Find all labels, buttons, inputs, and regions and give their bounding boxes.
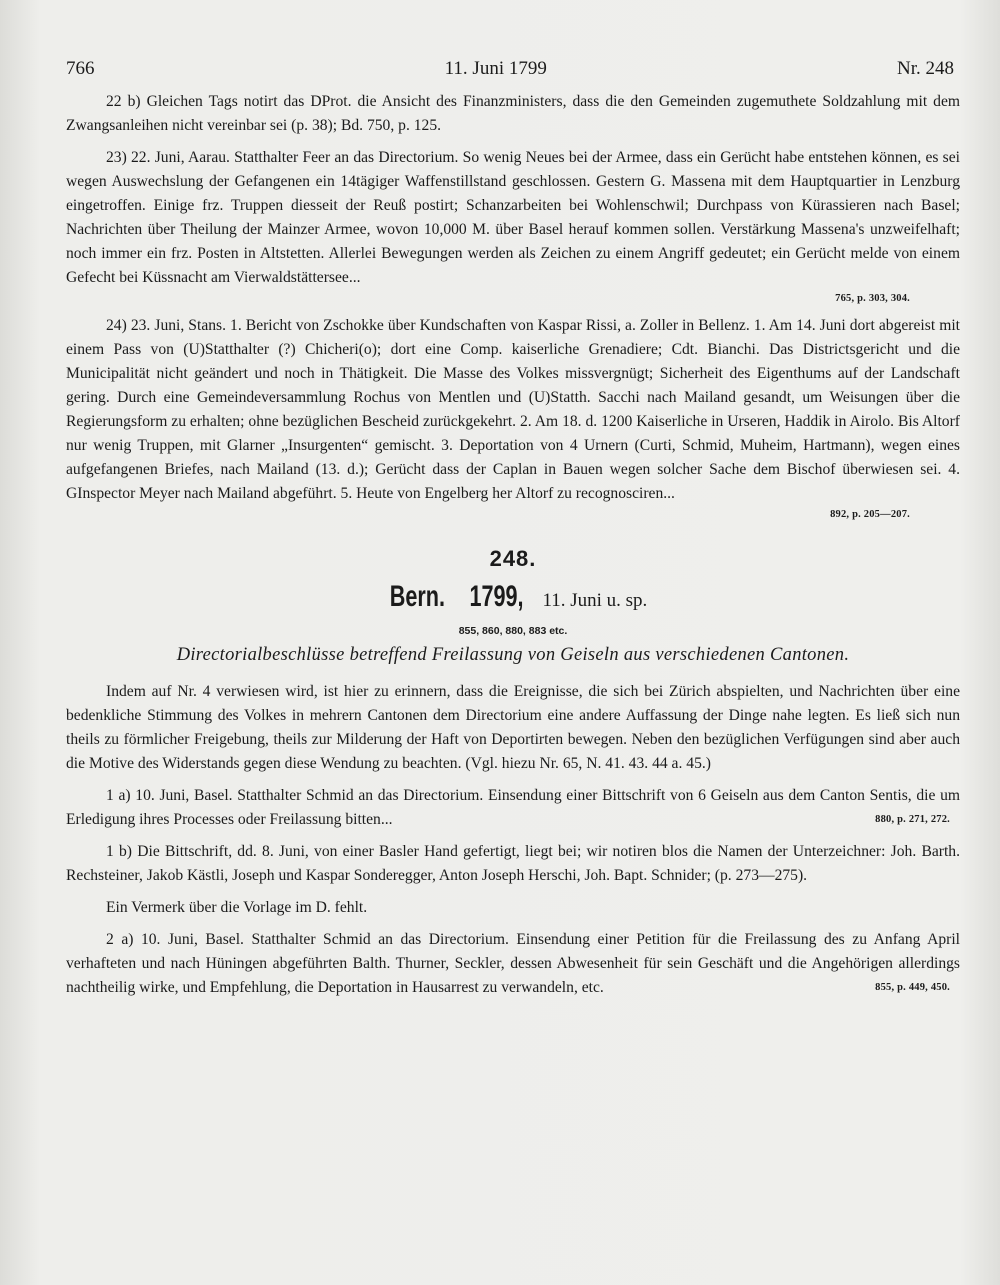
paragraph-23: 23) 22. Juni, Aarau. Statthalter Feer an das Directorium. So wenig Neues bei der Armee, dass ein Gerücht habe entstehen können, es sei wegen Auswechslung der Gefangenen ein 14tägiger Waffenstillstand geschlossen. Gestern G. Massena mit dem Hauptquartier in Lenzburg eingetroffen. Einige frz. Truppen diesseit der Reuß postirt; Schanzarbeiten bei Wohlenschwil; Durchpass von Kürassieren nach Basel; Nachrichten über Theilung der Mainzer Armee, wovon 10,000 M. über Basel herauf kommen sollen. Verstärkung Massena's unzweifelhaft; noch immer ein frz. Posten in Altstetten. Allerlei Bewegungen werden als Zeichen zu einem Angriff gedeutet; ein Gerücht melde von einem Gefecht bei Küssnacht am Vierwaldstättersee... bbox=[66, 149, 960, 286]
intro-paragraph: Indem auf Nr. 4 verwiesen wird, ist hier zu erinnern, dass die Ereignisse, die sich bei Zürich abspielten, und Nachrichten über eine bedenkliche Stimmung des Volkes in mehrern Cantonen dem Directorium eine andere Auffassung der Dinge nahe legten. Es ließ sich nun theils zu förmlicher Freigebung, theils zur Milderung der Haft von Deportirten bewegen. Neben den bezüglichen Verfügungen sind aber auch die Motive des Widerstands gegen diese Wendung zu beachten. (Vgl. hiezu Nr. 65, N. 41. 43. 44 a. 45.) bbox=[66, 683, 960, 772]
running-head bbox=[66, 58, 960, 80]
paragraph-2a bbox=[66, 928, 960, 1000]
paragraph-1a bbox=[66, 784, 960, 832]
heading-refs: 855, 860, 880, 883 etc. bbox=[458, 625, 568, 637]
running-doc-number: Nr. 248 bbox=[897, 58, 954, 79]
document-number: 248. bbox=[489, 546, 537, 571]
paragraph-24: 24) 23. Juni, Stans. 1. Bericht von Zschokke über Kundschaften von Kaspar Rissi, a. Zoller in Bellenz. 1. Am 14. Juni dort abgereist mit einem Pass von (U)Statthalter (?) Chicheri(o); dort eine Comp. kaiserliche Grenadiere; Cdt. Bianchi. Das Districtsgericht und die Municipalität nicht geändert und noch in Thätigkeit. Die Masse des Volkes missvergnügt; Sicherheit des Eigenthums auf der Landschaft gering. Durch eine Gemeindeversammlung Rochus von Mentlen und (U)Statth. Sacchi nach Mailand gesandt, um Weisungen über die Regierungsform zu erhalten; ohne bezüglichen Bescheid zurückgekehrt. 2. Am 18. d. 1200 Kaiserliche in Urseren, Haddik in Airolo. Bis Altorf nur wenig Truppen, mit Glarner „Insurgenten“ gemischt. 3. Deportation von 4 Urnern (Curti, Schmid, Muheim, Hartmann), wegen eines aufgefangenen Briefes, nach Mailand (13. d.); Gerücht dass der Caplan in Bauen wegen solcher Sache dem Bischof überwiesen sei. 4. GInspector Meyer nach Mailand abgeführt. 5. Heute von Engelberg her Altorf zu recognosciren... bbox=[66, 317, 960, 502]
source-ref-2a: 855, p. 449, 450. bbox=[875, 982, 950, 993]
paragraph-22b: 22 b) Gleichen Tags notirt das DProt. die Ansicht des Finanzministers, dass die den Gemeinden zugemuthete Soldzahlung mit dem Zwangsanleihen nicht vereinbar sei (p. 38); Bd. 750, p. 125. bbox=[66, 93, 960, 134]
page-number: 766 bbox=[66, 58, 95, 79]
source-ref-1a: 880, p. 271, 272. bbox=[875, 814, 950, 825]
document-heading bbox=[66, 578, 960, 621]
paragraph-2a-text: 2 a) 10. Juni, Basel. Statthalter Schmid an das Directorium. Einsendung einer Petition für die Freilassung des zu Anfang April verhafteten und nach Hüningen abgeführten Balth. Thurner, Seckler, dessen Abwesenheit für sein Geschäft und die Angehörigen allerdings nachtheilig wirke, und Empfehlung, die Deportation in Hausarrest zu verwandeln, etc. bbox=[66, 931, 960, 996]
heading-place: Bern. bbox=[389, 580, 445, 613]
heading-date: 11. Juni u. sp. bbox=[542, 590, 648, 611]
running-date: 11. Juni 1799 bbox=[444, 58, 547, 79]
paragraph-1b: 1 b) Die Bittschrift, dd. 8. Juni, von einer Basler Hand gefertigt, liegt bei; wir notiren blos die Namen der Unterzeichner: Joh. Barth. Rechsteiner, Jakob Kästli, Joseph und Kaspar Sonderegger, Anton Joseph Herschi, Joh. Bapt. Schnider; (p. 273—275). bbox=[66, 843, 960, 884]
paragraph-1a-text: 1 a) 10. Juni, Basel. Statthalter Schmid an das Directorium. Einsendung einer Bittschrift von 6 Geiseln aus dem Canton Sentis, die um Erledigung ihres Processes oder Freilassung bitten... bbox=[66, 787, 960, 828]
document-title: Directorialbeschlüsse betreffend Freilassung von Geiseln aus verschiedenen Cantonen. bbox=[176, 645, 850, 665]
note-paragraph: Ein Vermerk über die Vorlage im D. fehlt. bbox=[106, 899, 368, 916]
source-ref-23: 765, p. 303, 304. bbox=[835, 293, 910, 304]
heading-year: 1799, bbox=[469, 580, 524, 613]
source-ref-24: 892, p. 205—207. bbox=[830, 509, 910, 520]
